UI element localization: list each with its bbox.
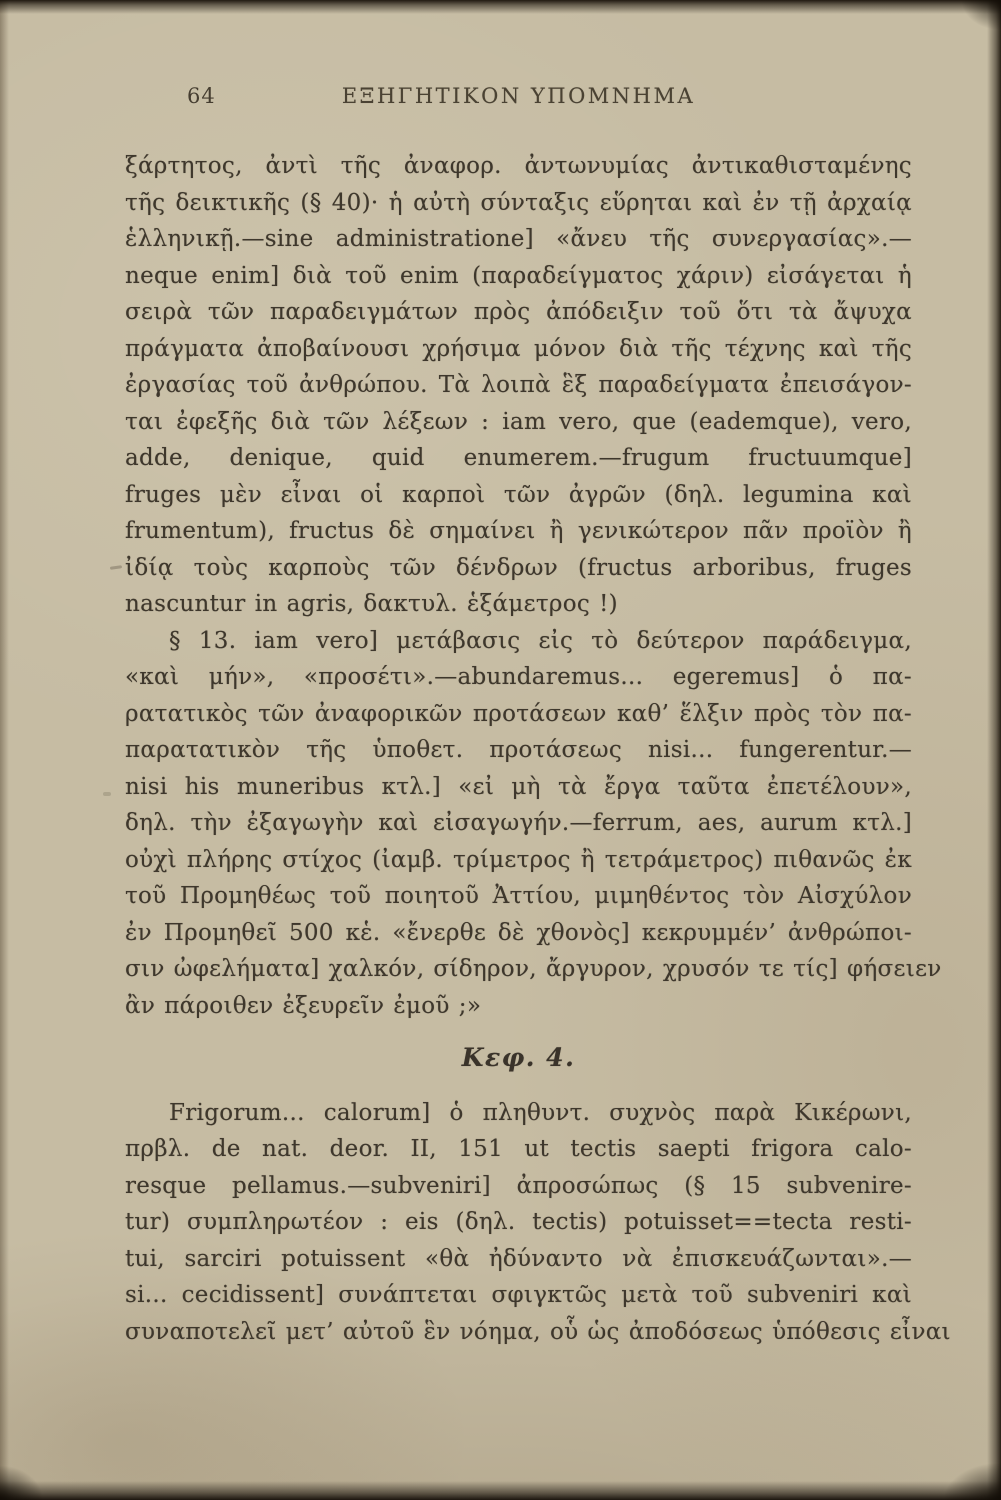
text-line: σιν ὠφελήματα] χαλκόν, σίδηρον, ἄργυρον, χρυσόν τε τίς] φήσειεν	[125, 956, 942, 982]
section-heading: Κεφ. 4.	[461, 1043, 576, 1072]
text-line: fruges μὲν εἶναι οἱ καρποὶ τῶν ἀγρῶν (δηλ. legumina καὶ	[125, 481, 912, 508]
text-line: frumentum), fructus δὲ σημαίνει ἢ γενικώτερον πᾶν προϊὸν ἢ	[125, 518, 912, 544]
text-line: πρβλ. de nat. deor. II, 151 ut tectis saepti frigora calo-	[125, 1136, 912, 1162]
text-line: ρατατικὸς τῶν ἀναφορικῶν προτάσεων καθ’ ἕλξιν πρὸς τὸν πα-	[125, 700, 912, 727]
text-line: ἂν πάροιθεν ἐξευρεῖν ἐμοῦ ;»	[125, 992, 482, 1019]
page-header	[125, 84, 912, 114]
page-body	[125, 148, 951, 1350]
scan-artifact	[103, 792, 111, 796]
text-line: ται ἐφεξῆς διὰ τῶν λέξεων : iam vero, que (eademque), vero,	[125, 408, 912, 435]
paragraph	[125, 148, 912, 623]
text-line: tur) συμπληρωτέον : eis (δηλ. tectis) potuisset==tecta resti-	[125, 1209, 912, 1235]
text-line: πράγματα ἀποβαίνουσι χρήσιμα μόνον διὰ τῆς τέχνης καὶ τῆς	[125, 335, 912, 362]
text-line: neque enim] διὰ τοῦ enim (παραδείγματος χάριν) εἰσάγεται ἡ	[125, 262, 912, 289]
running-title: ΕΞΗΓΗΤΙΚΟΝ ΥΠΟΜΝΗΜΑ	[341, 84, 696, 108]
text-line: ἑλληνικῇ.—sine administratione] «ἄνευ τῆς συνεργασίας».—	[125, 226, 912, 252]
text-line: οὐχὶ πλήρης στίχος (ἰαμβ. τρίμετρος ἢ τετράμετρος) πιθανῶς ἐκ	[125, 846, 912, 873]
text-line: ἐν Προμηθεῖ 500 κἑ. «ἔνερθε δὲ χθονὸς] κεκρυμμέν’ ἀνθρώποι-	[125, 919, 912, 946]
text-line: ἰδίᾳ τοὺς καρποὺς τῶν δένδρων (fructus arboribus, fruges	[125, 554, 912, 581]
text-line: si... cecidissent] συνάπτεται σφιγκτῶς μετὰ τοῦ subveniri καὶ	[125, 1282, 912, 1308]
text-line: συναποτελεῖ μετ’ αὐτοῦ ἓν νόημα, οὗ ὡς ἀποδόσεως ὑπόθεσις εἶναι	[125, 1318, 951, 1345]
text-line: nascuntur in agris, δακτυλ. ἑξάμετρος !)	[125, 591, 618, 617]
text-line: ἐργασίας τοῦ ἀνθρώπου. Τὰ λοιπὰ ἓξ παραδείγματα ἐπεισάγον-	[125, 372, 912, 398]
text-line: δηλ. τὴν ἐξαγωγὴν καὶ εἰσαγωγήν.—ferrum, aes, aurum κτλ.]	[125, 810, 912, 836]
text-line: adde, denique, quid enumerem.—frugum fructuumque]	[125, 445, 912, 471]
text-line: ξάρτητος, ἀντὶ τῆς ἀναφορ. ἀντωνυμίας ἀντικαθισταμένης	[125, 153, 912, 179]
text-line: τῆς δεικτικῆς (§ 40)· ἡ αὐτὴ σύνταξις εὕρηται καὶ ἐν τῇ ἀρχαίᾳ	[125, 189, 912, 216]
text-line: § 13. iam vero] μετάβασις εἰς τὸ δεύτερον παράδειγμα,	[169, 627, 912, 654]
page-number: 64	[187, 84, 216, 108]
text-line: τοῦ Προμηθέως τοῦ ποιητοῦ Ἀττίου, μιμηθέντος τὸν Αἰσχύλον	[125, 883, 912, 909]
text-line: παρατατικὸν τῆς ὑποθετ. προτάσεως nisi... fungerentur.—	[125, 737, 912, 763]
text-line: σειρὰ τῶν παραδειγμάτων πρὸς ἀπόδειξιν τοῦ ὅτι τὰ ἄψυχα	[125, 299, 912, 325]
text-line: tui, sarciri potuissent «θὰ ἠδύναντο νὰ ἐπισκευάζωνται».—	[125, 1245, 912, 1272]
paragraph	[125, 1095, 951, 1351]
text-line: «καὶ μήν», «προσέτι».—abundaremus... egeremus] ὁ πα-	[125, 664, 912, 690]
text-line: resque pellamus.—subveniri] ἀπροσώπως (§ 15 subvenire-	[125, 1172, 912, 1199]
text-line: Frigorum... calorum] ὁ πληθυντ. συχνὸς παρὰ Κικέρωνι,	[169, 1099, 912, 1126]
paragraph	[125, 623, 942, 1025]
scan-artifact	[110, 565, 122, 570]
text-line: nisi his muneribus κτλ.] «εἰ μὴ τὰ ἔργα ταῦτα ἐπετέλουν»,	[125, 773, 912, 800]
